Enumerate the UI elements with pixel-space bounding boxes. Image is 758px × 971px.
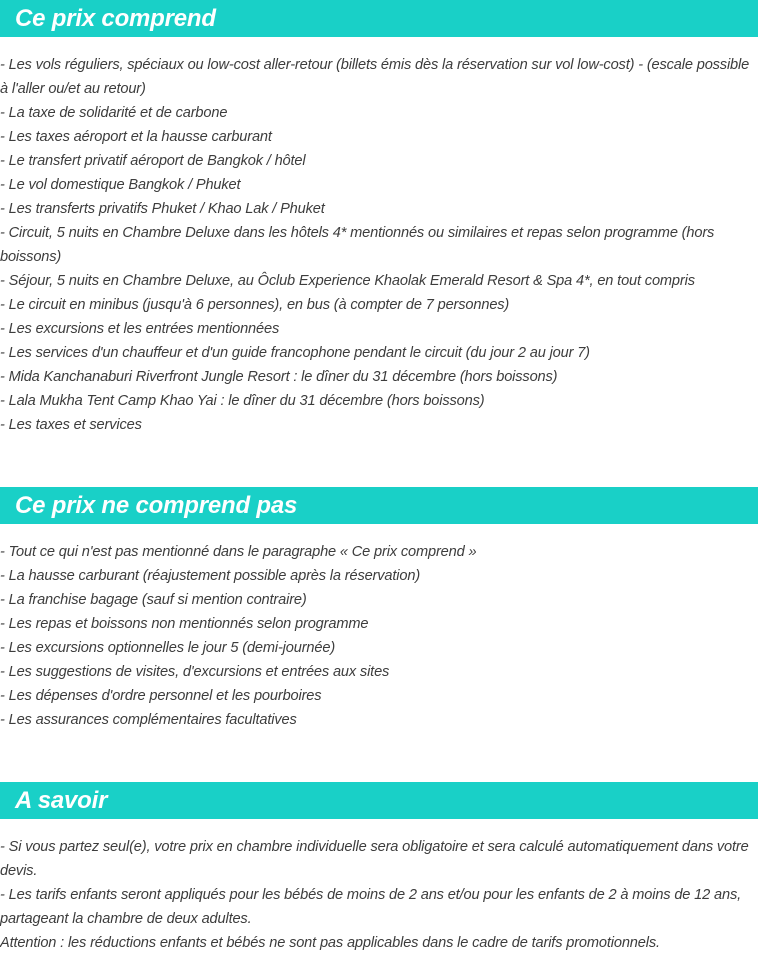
included-title: Ce prix comprend (15, 4, 216, 32)
excluded-title: Ce prix ne comprend pas (15, 491, 298, 519)
good-to-know-section (0, 782, 758, 951)
good-to-know-banner (0, 782, 758, 819)
included-item: - Lala Mukha Tent Camp Khao Yai : le dîner du 31 décembre (hors boissons) (0, 393, 485, 409)
excluded-item: - La hausse carburant (réajustement possible après la réservation) (0, 568, 421, 584)
good-to-know-item: - Si vous partez seul(e), votre prix en chambre individuelle sera obligatoire et sera calculé automatiquement dans votre devis. (0, 839, 749, 879)
included-item: - Le vol domestique Bangkok / Phuket (0, 177, 241, 193)
excluded-item: - Les repas et boissons non mentionnés selon programme (0, 616, 369, 632)
included-item: - Les excursions et les entrées mentionnées (0, 321, 280, 337)
excluded-list (0, 540, 758, 732)
included-section (0, 0, 758, 433)
included-item: - Le circuit en minibus (jusqu'à 6 personnes), en bus (à compter de 7 personnes) (0, 297, 510, 313)
excluded-item: - Tout ce qui n'est pas mentionné dans le paragraphe « Ce prix comprend » (0, 544, 477, 560)
included-item: - Le transfert privatif aéroport de Bangkok / hôtel (0, 153, 306, 169)
excluded-banner (0, 487, 758, 524)
included-item: - Les services d'un chauffeur et d'un guide francophone pendant le circuit (du jour 2 au jour 7) (0, 345, 590, 361)
excluded-item: - Les assurances complémentaires facultatives (0, 712, 297, 728)
included-item: - Les taxes aéroport et la hausse carburant (0, 129, 272, 145)
good-to-know-item: Attention : les réductions enfants et bébés ne sont pas applicables dans le cadre de tarifs promotionnels. (0, 935, 660, 951)
good-to-know-item: - Les tarifs enfants seront appliqués pour les bébés de moins de 2 ans et/ou pour les enfants de 2 à moins de 12 ans, partageant la chambre de deux adultes. (0, 887, 741, 927)
good-to-know-title: A savoir (15, 786, 108, 814)
excluded-item: - Les suggestions de visites, d'excursions et entrées aux sites (0, 664, 390, 680)
included-item: - Séjour, 5 nuits en Chambre Deluxe, au Ôclub Experience Khaolak Emerald Resort & Spa 4*, en tout compris (0, 273, 695, 289)
included-item: - Les taxes et services (0, 417, 142, 433)
excluded-item: - Les excursions optionnelles le jour 5 (demi-journée) (0, 640, 336, 656)
good-to-know-list (0, 835, 758, 955)
included-item: - Mida Kanchanaburi Riverfront Jungle Resort : le dîner du 31 décembre (hors boissons) (0, 369, 558, 385)
included-item: - Les vols réguliers, spéciaux ou low-cost aller-retour (billets émis dès la réservation sur vol low-cost) - (escale possible à l'aller ou/et au retour) (0, 57, 750, 97)
excluded-item: - Les dépenses d'ordre personnel et les pourboires (0, 688, 322, 704)
included-item: - Circuit, 5 nuits en Chambre Deluxe dans les hôtels 4* mentionnés ou similaires et repas selon programme (hors boissons) (0, 225, 715, 265)
included-list (0, 53, 758, 437)
excluded-item: - La franchise bagage (sauf si mention contraire) (0, 592, 307, 608)
included-banner (0, 0, 758, 37)
included-item: - Les transferts privatifs Phuket / Khao Lak / Phuket (0, 201, 325, 217)
included-item: - La taxe de solidarité et de carbone (0, 105, 228, 121)
excluded-section (0, 487, 758, 728)
